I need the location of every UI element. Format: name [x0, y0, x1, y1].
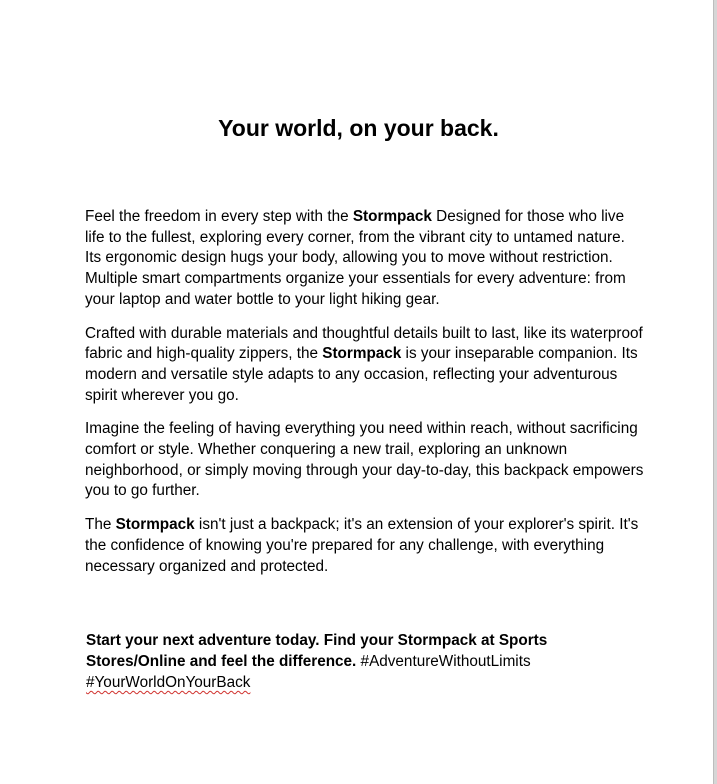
paragraph-1-product-name: Stormpack [352, 208, 432, 225]
document-body [85, 207, 645, 590]
call-to-action [86, 630, 646, 693]
paragraph-2 [85, 324, 645, 407]
window-edge [713, 0, 717, 784]
document-title: Your world, on your back. [218, 115, 499, 141]
hashtag-yourworld: #YourWorldOnYourBack [86, 674, 251, 691]
hashtag-adventure: #AdventureWithoutLimits [356, 653, 531, 670]
paragraph-4-product-name: Stormpack [115, 516, 195, 534]
paragraph-2-text-after: is your inseparable companion. Its modern and versatile style adapts to any occasion, reflecting your adventurous spirit wherever you go. [85, 345, 638, 404]
paragraph-1-text-before: Feel the freedom in every step with the [85, 208, 353, 225]
paragraph-4-text-after: isn't just a backpack; it's an extension of your explorer's spirit. It's the confidence of knowing you're prepared for any challenge, with everything necessary organized and protected. [85, 516, 639, 575]
paragraph-2-text-before: Crafted with durable materials and thoughtful details built to last, like its waterproof fabric and high-quality zippers, the [85, 324, 643, 363]
paragraph-3: Imagine the feeling of having everything you need within reach, without sacrificing comfort or style. Whether conquering a new trail, exploring an unknown neighborhood, or simply moving through your day-to-day, this backpack empowers you to go further. [85, 420, 644, 500]
paragraph-2-product-name: Stormpack [322, 345, 402, 363]
paragraph-1-text-after: Designed for those who live life to the fullest, exploring every corner, from the vibrant city to untamed nature. Its ergonomic design hugs your body, allowing you to move without restriction. Multiple smart compartments organize your essentials for every adventure: from your laptop and water bottle to your light hiking gear. [85, 208, 626, 308]
cta-text: Start your next adventure today. Find your Stormpack at Sports Stores/Online and feel the difference. [86, 632, 548, 670]
paragraph-1 [85, 207, 645, 311]
paragraph-4-text-before: The [85, 516, 116, 534]
paragraph-4 [85, 515, 645, 577]
